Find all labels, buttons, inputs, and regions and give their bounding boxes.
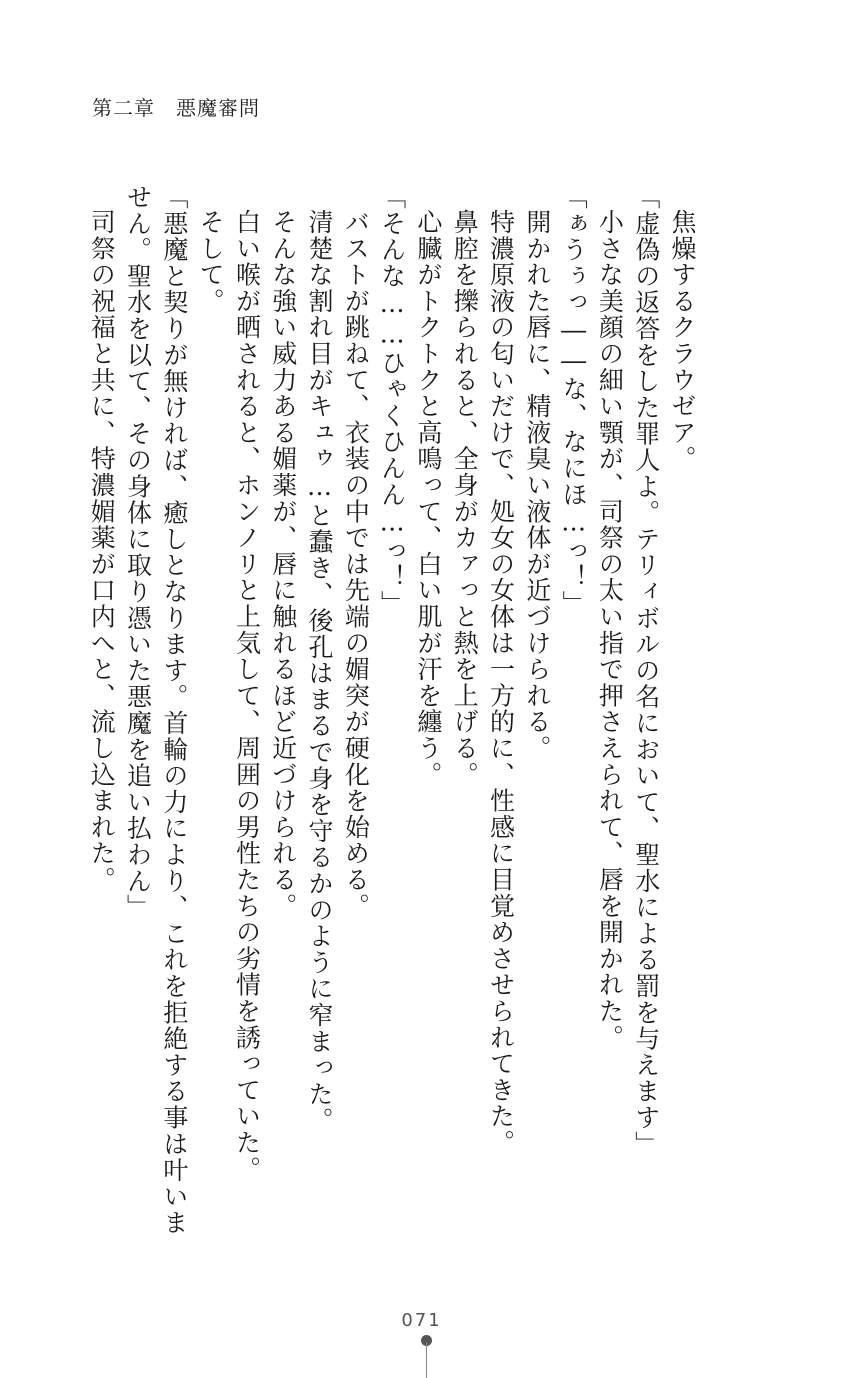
text-line: 「そんな……ひゃくひんん…っ！」 [377, 184, 407, 617]
text-line: 「悪魔と契りが無ければ、癒しとなります。首輪の力により、これを拒絶する事は叶いま [159, 184, 189, 1236]
text-line: 白い喉が晒されると、ホンノリと上気して、周囲の男性たちの劣情を誘っていた。 [232, 209, 262, 1183]
text-line: 「ぁうぅっ――な、なにほ…っ！」 [559, 184, 589, 617]
folio-line [426, 1342, 427, 1378]
text-line: 心臓がトクトクと高鳴って、白い肌が汗を纏う。 [413, 209, 443, 788]
running-head: 第二章 悪魔審問 [92, 96, 260, 120]
text-line: バストが跳ねて、衣装の中では先端の媚突が硬化を始める。 [341, 209, 371, 920]
text-line: そんな強い威力ある媚薬が、唇に触れるほど近づけられる。 [268, 209, 298, 920]
text-line: せん。聖水を以て、その身体に取り憑いた悪魔を追い払わん」 [123, 184, 153, 921]
text-line: 開かれた唇に、精液臭い液体が近づけられる。 [522, 209, 552, 762]
text-line: 「虚偽の返答をした罪人よ。テリィボルの名において、聖水による罰を与えます」 [631, 184, 661, 1158]
text-line: 焦燥するクラウゼア。 [668, 209, 697, 472]
text-line: 特濃原液の匂いだけで、処女の女体は一方的に、性感に目覚めさせられてきた。 [486, 209, 516, 1156]
body-text [87, 184, 700, 1236]
text-line: そして。 [196, 209, 226, 315]
text-line: 司祭の祝福と共に、特濃媚薬が口内へと、流し込まれた。 [87, 209, 117, 893]
page-number: 071 [401, 1310, 442, 1331]
text-line: 清楚な割れ目がキュゥ…と蠢き、後孔はまるで身を守るかのように窄まった。 [305, 209, 335, 1134]
text-line: 小さな美顔の細い顎が、司祭の太い指で押さえられて、唇を開かれた。 [595, 209, 625, 1051]
text-line: 鼻腔を擽られると、全身がカァっと熱を上げる。 [450, 209, 480, 788]
